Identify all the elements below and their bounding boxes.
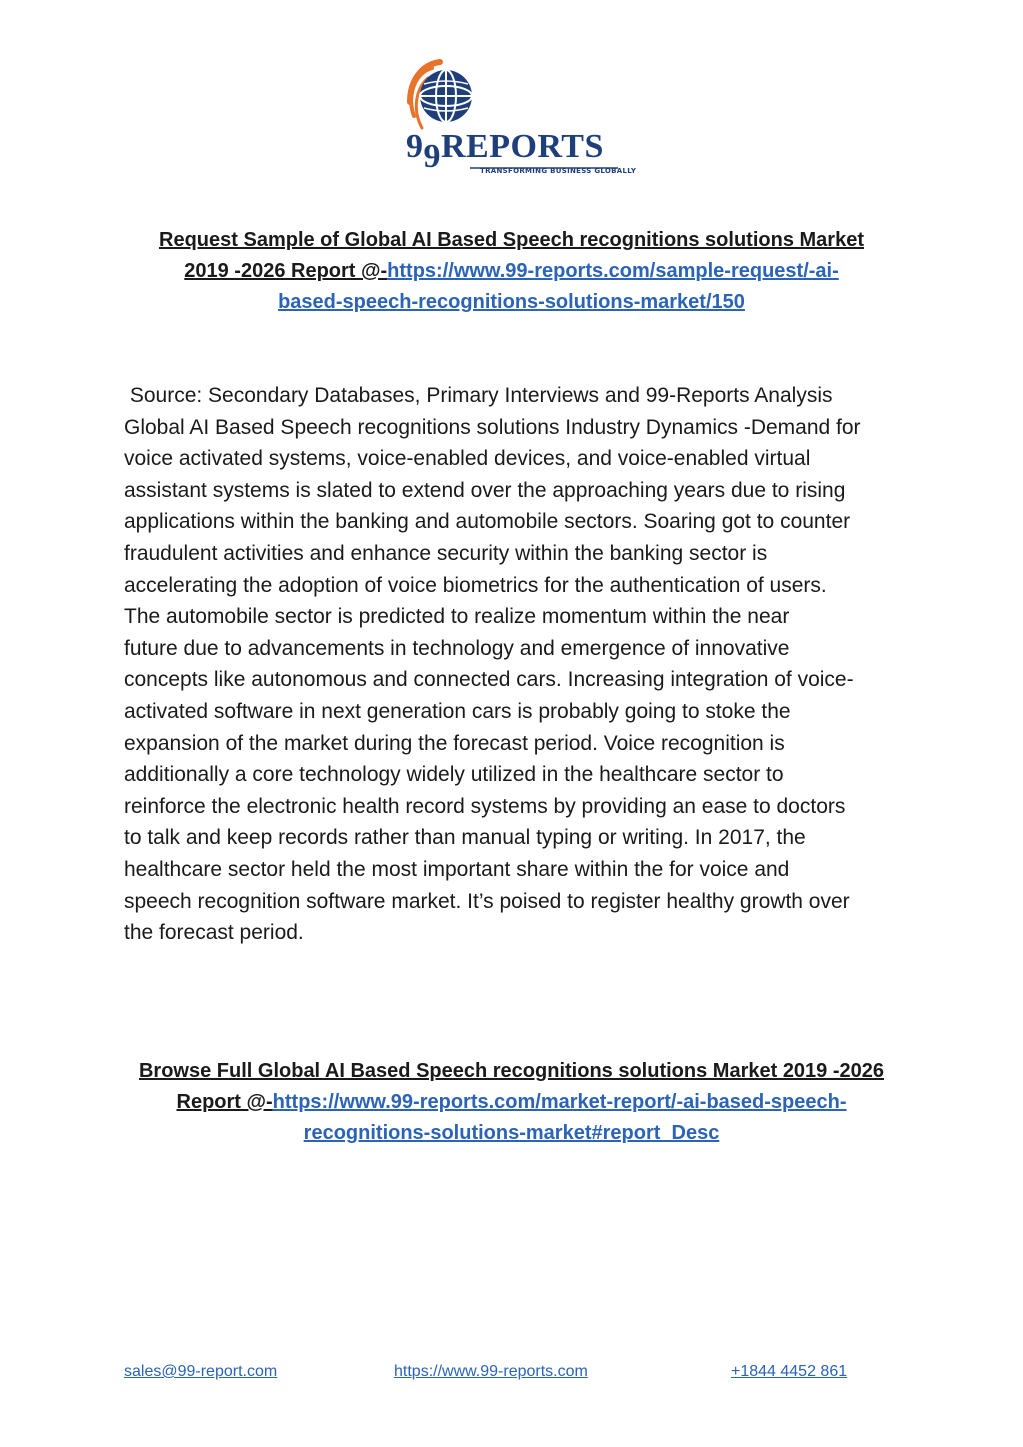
body-line: future due to advancements in technology and emergence of innovative xyxy=(124,636,790,660)
body-line: speech recognition software market. It’s poised to register healthy growth over xyxy=(124,889,850,913)
body-line: assistant systems is slated to extend over the approaching years due to rising xyxy=(124,478,846,502)
sample-request-link-continued[interactable]: based-speech-recognitions-solutions-market/150 xyxy=(278,291,745,313)
footer-phone-link[interactable]: +1844 4452 861 xyxy=(731,1363,848,1380)
footer-email-link[interactable]: sales@99-report.com xyxy=(124,1363,278,1380)
company-logo xyxy=(400,58,637,183)
body-line: accelerating the adoption of voice biometrics for the authentication of users. xyxy=(124,573,827,597)
body-line: reinforce the electronic health record systems by providing an ease to doctors xyxy=(124,794,846,818)
market-report-link[interactable]: https://www.99-reports.com/market-report/-ai-based-speech- xyxy=(272,1091,847,1113)
body-line: Source: Secondary Databases, Primary Interviews and 99-Reports Analysis xyxy=(124,384,833,407)
market-report-link-continued[interactable]: recognitions-solutions-market#report_Desc xyxy=(303,1122,720,1144)
logo-wordmark: 99REPORTS xyxy=(406,128,604,175)
logo-tagline: TRANSFORMING BUSINESS GLOBALLY xyxy=(480,167,637,175)
body-line: activated software in next generation cars is probably going to stoke the xyxy=(124,699,791,723)
browse-full-heading xyxy=(110,1056,913,1149)
request-sample-heading xyxy=(110,225,913,318)
page-footer xyxy=(0,1363,1023,1387)
body-line: the forecast period. xyxy=(124,921,304,945)
request-sample-line1: Request Sample of Global AI Based Speech recognitions solutions Market xyxy=(159,229,864,251)
browse-full-prefix: Report @- xyxy=(176,1091,273,1113)
request-sample-prefix: 2019 -2026 Report @- xyxy=(184,260,388,282)
body-line: additionally a core technology widely utilized in the healthcare sector to xyxy=(124,763,784,787)
sample-request-link[interactable]: https://www.99-reports.com/sample-request/-ai- xyxy=(387,260,839,282)
market-description xyxy=(124,380,914,949)
body-line: applications within the banking and automobile sectors. Soaring got to counter xyxy=(124,510,851,534)
body-line: to talk and keep records rather than manual typing or writing. In 2017, the xyxy=(124,826,806,850)
body-line: concepts like autonomous and connected cars. Increasing integration of voice- xyxy=(124,668,854,692)
browse-full-line1: Browse Full Global AI Based Speech recognitions solutions Market 2019 -2026 xyxy=(138,1060,885,1082)
body-line: expansion of the market during the forecast period. Voice recognition is xyxy=(124,731,785,755)
footer-website-link[interactable]: https://www.99-reports.com xyxy=(394,1363,588,1380)
body-line: healthcare sector held the most important share within the for voice and xyxy=(124,857,790,881)
body-line: fraudulent activities and enhance security within the banking sector is xyxy=(124,541,768,565)
body-line: voice activated systems, voice-enabled devices, and voice-enabled virtual xyxy=(124,447,811,471)
body-line: Global AI Based Speech recognitions solutions Industry Dynamics -Demand for xyxy=(124,415,861,439)
body-line: The automobile sector is predicted to realize momentum within the near xyxy=(124,605,790,629)
